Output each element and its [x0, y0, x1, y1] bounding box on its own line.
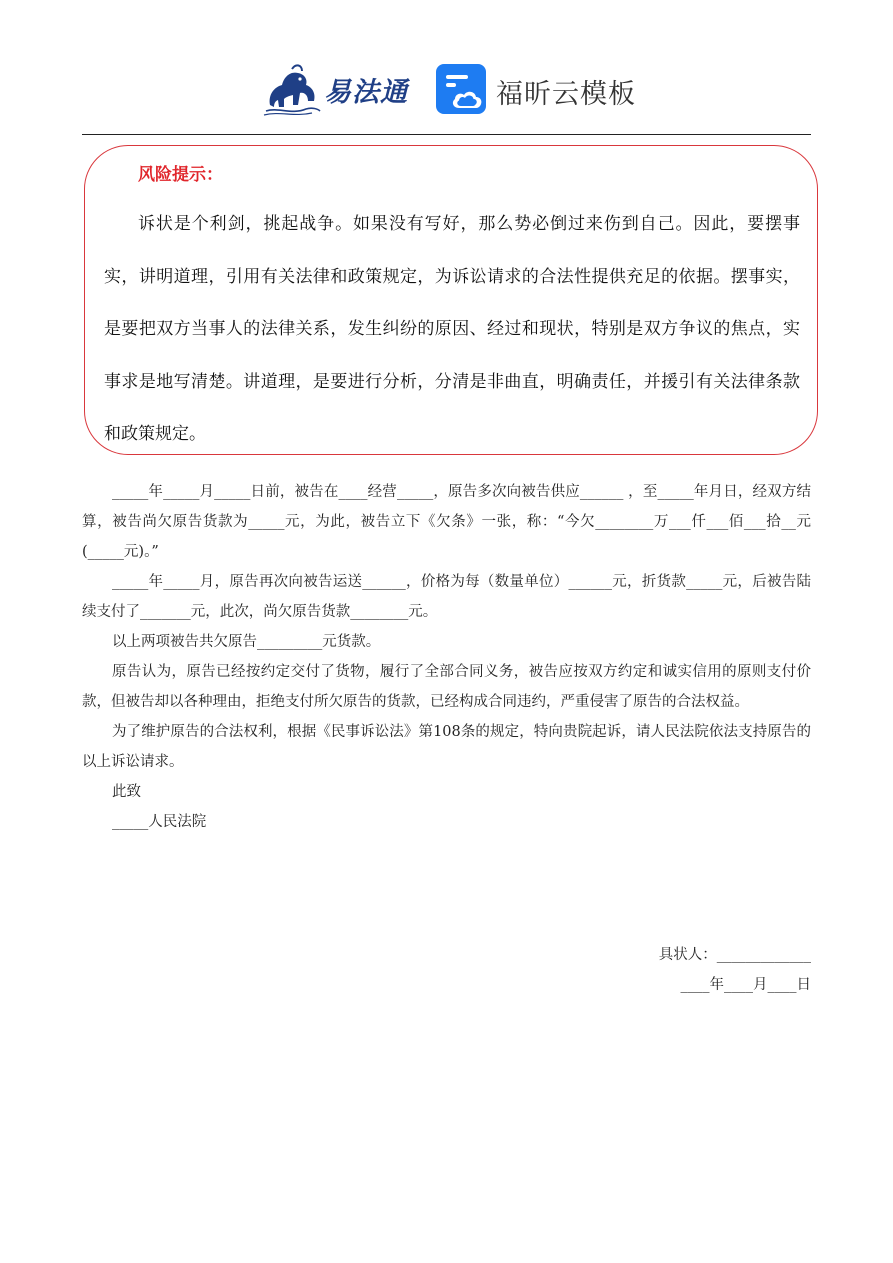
closing: 此致 — [112, 784, 141, 800]
logo2-text: 福昕云模板 — [496, 78, 636, 110]
cloud-doc-logo-icon — [436, 64, 486, 118]
risk-body: 诉状是个利剑，挑起战争。如果没有写好，那么势必倒过来伤到自己。因此，要摆事实，讲明道理，引用有关法律和政策规定，为诉讼请求的合法性提供充足的依据。摆事实，是要把双方当事人的法律关系，发生纠纷的原因、经过和现状，特别是双方争议的焦点，实事求是地写清楚。讲道理，是要进行分析，分清是非曲直，明确责任，并援引有关法律条款和政策规定。 — [104, 214, 800, 444]
yifatong-logo — [262, 60, 408, 118]
paragraph-5: 为了维护原告的合法权利，根据《民事诉讼法》第108条的规定，特向贵院起诉，请人民法院依法支持原告的以上诉讼请求。 — [82, 724, 811, 770]
date-line: ____年____月____日 — [680, 977, 811, 993]
logo1-text: 易法通 — [324, 76, 408, 108]
header-divider — [82, 134, 811, 135]
risk-title: 风险提示： — [138, 165, 223, 185]
paragraph-2: _____年_____月，原告再次向被告运送______，价格为每（数量单位）______元，折货款_____元，后被告陆续支付了_______元，此次，尚欠原告货款________元。 — [82, 574, 811, 620]
foxit-logo — [436, 65, 636, 117]
qilin-logo-icon — [262, 61, 322, 117]
paragraph-3: 以上两项被告共欠原告_________元货款。 — [112, 634, 381, 650]
paragraph-1: _____年_____月_____日前，被告在____经营_____，原告多次向被告供应______ ，至_____年月日，经双方结算，被告尚欠原告货款为_____元，为此，被告立下《欠条》一张，称：“今欠________万___仟___佰___拾__元(_____元)。” — [82, 484, 811, 560]
complaint-body — [82, 477, 811, 837]
signer-line: 具状人：_____________ — [658, 947, 811, 963]
paragraph-4: 原告认为，原告已经按约定交付了货物，履行了全部合同义务，被告应按双方约定和诚实信用的原则支付价款，但被告却以各种理由，拒绝支付所欠原告的货款，已经构成合同违约，严重侵害了原告的合法权益。 — [82, 664, 811, 710]
header — [0, 60, 893, 122]
court-name: _____人民法院 — [112, 814, 207, 830]
